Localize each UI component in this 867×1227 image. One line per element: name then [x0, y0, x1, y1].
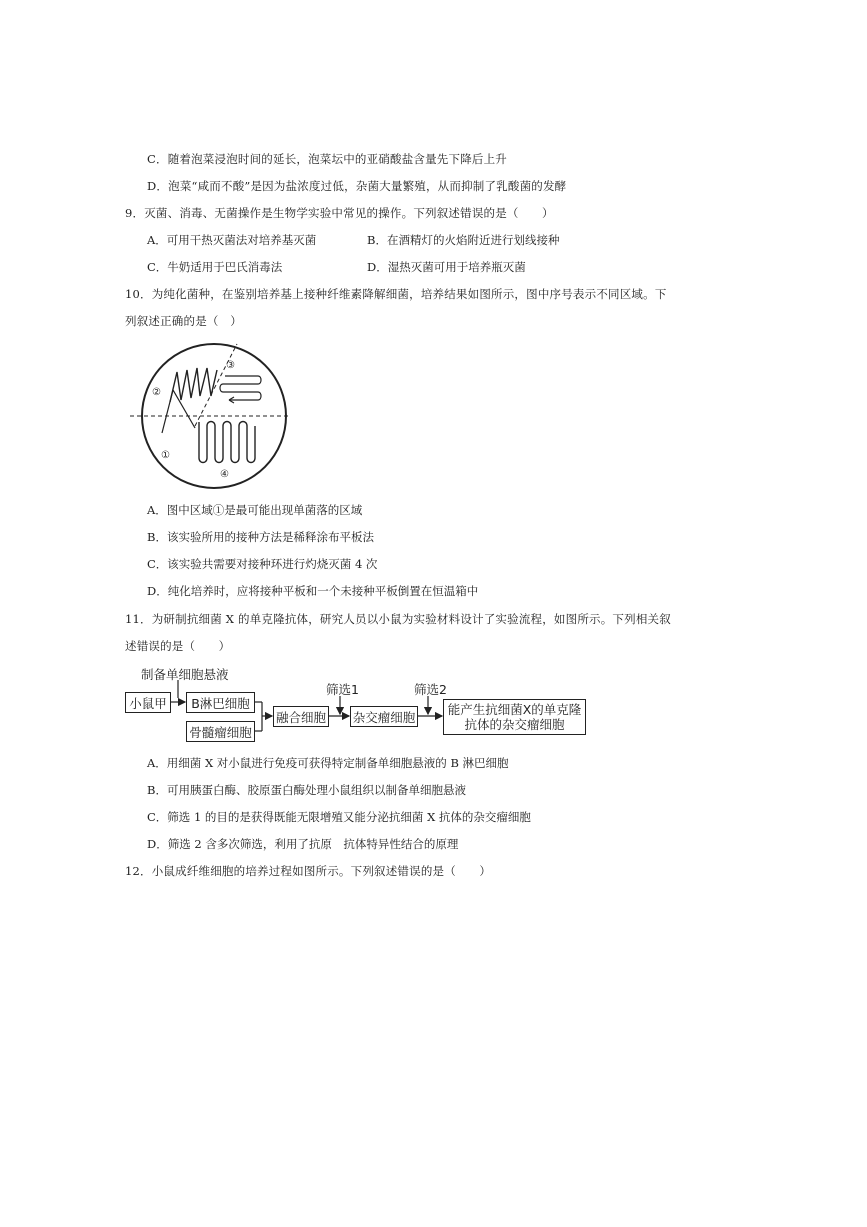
final-line2: 抗体的杂交瘤细胞 [464, 717, 565, 732]
q12-stem: 12．小鼠成纤维细胞的培养过程如图所示。下列叙述错误的是（ ） [125, 864, 492, 878]
q9-option-d: D．湿热灭菌可用于培养瓶灭菌 [367, 260, 526, 274]
q10-option-b: B．该实验所用的接种方法是稀释涂布平板法 [147, 530, 374, 544]
hybridoma-box: 杂交瘤细胞 [350, 706, 418, 727]
region-label-3: ③ [226, 360, 235, 371]
q11-option-b: B．可用胰蛋白酶、胶原蛋白酶处理小鼠组织以制备单细胞悬液 [147, 783, 466, 797]
region-label-2: ② [152, 387, 161, 398]
b-cell-box: B淋巴细胞 [186, 692, 255, 713]
q10-option-d: D．纯化培养时，应将接种平板和一个未接种平板倒置在恒温箱中 [147, 584, 479, 598]
final-hybridoma-box [443, 699, 586, 735]
myeloma-box: 骨髓瘤细胞 [186, 721, 255, 742]
q10-option-a: A．图中区域①是最可能出现单菌落的区域 [147, 503, 363, 517]
q9-option-c: C．牛奶适用于巴氏消毒法 [147, 260, 283, 274]
fused-cell-box: 融合细胞 [273, 706, 329, 727]
streak-plate-figure [125, 340, 295, 490]
q9-option-b: B．在酒精灯的火焰附近进行划线接种 [367, 233, 560, 247]
q10-option-c: C．该实验共需要对接种环进行灼烧灭菌 4 次 [147, 557, 378, 571]
final-line1: 能产生抗细菌X的单克隆 [447, 702, 582, 717]
q11-stem-line1: 11．为研制抗细菌 X 的单克隆抗体，研究人员以小鼠为实验材料设计了实验流程，如图所示。下列相关叙 [125, 612, 671, 626]
prep-label: 制备单细胞悬液 [141, 667, 229, 682]
q9-stem: 9．灭菌、消毒、无菌操作是生物学实验中常见的操作。下列叙述错误的是（ ） [125, 206, 554, 220]
q8-option-d: D．泡菜“咸而不酸”是因为盐浓度过低，杂菌大量繁殖，从而抑制了乳酸菌的发酵 [147, 179, 567, 193]
q10-stem-line1: 10．为纯化菌种，在鉴别培养基上接种纤维素降解细菌，培养结果如图所示，图中序号表示不同区域。下 [125, 287, 667, 301]
q11-option-a: A．用细菌 X 对小鼠进行免疫可获得特定制备单细胞悬液的 B 淋巴细胞 [147, 756, 509, 770]
region-label-4: ④ [220, 469, 229, 480]
q8-option-c: C．随着泡菜浸泡时间的延长，泡菜坛中的亚硝酸盐含量先下降后上升 [147, 152, 507, 166]
q10-stem-line2: 列叙述正确的是（ ） [125, 314, 242, 328]
q9-option-a: A．可用干热灭菌法对培养基灭菌 [147, 233, 317, 247]
screen1-label: 筛选1 [326, 682, 359, 697]
mouse-box: 小鼠甲 [125, 692, 171, 713]
q11-option-c: C．筛选 1 的目的是获得既能无限增殖又能分泌抗细菌 X 抗体的杂交瘤细胞 [147, 810, 531, 824]
q11-stem-line2: 述错误的是（ ） [125, 639, 231, 653]
q11-option-d: D．筛选 2 含多次筛选，利用了抗原 抗体特异性结合的原理 [147, 837, 459, 851]
region-label-1: ① [161, 450, 170, 461]
screen2-label: 筛选2 [414, 682, 447, 697]
